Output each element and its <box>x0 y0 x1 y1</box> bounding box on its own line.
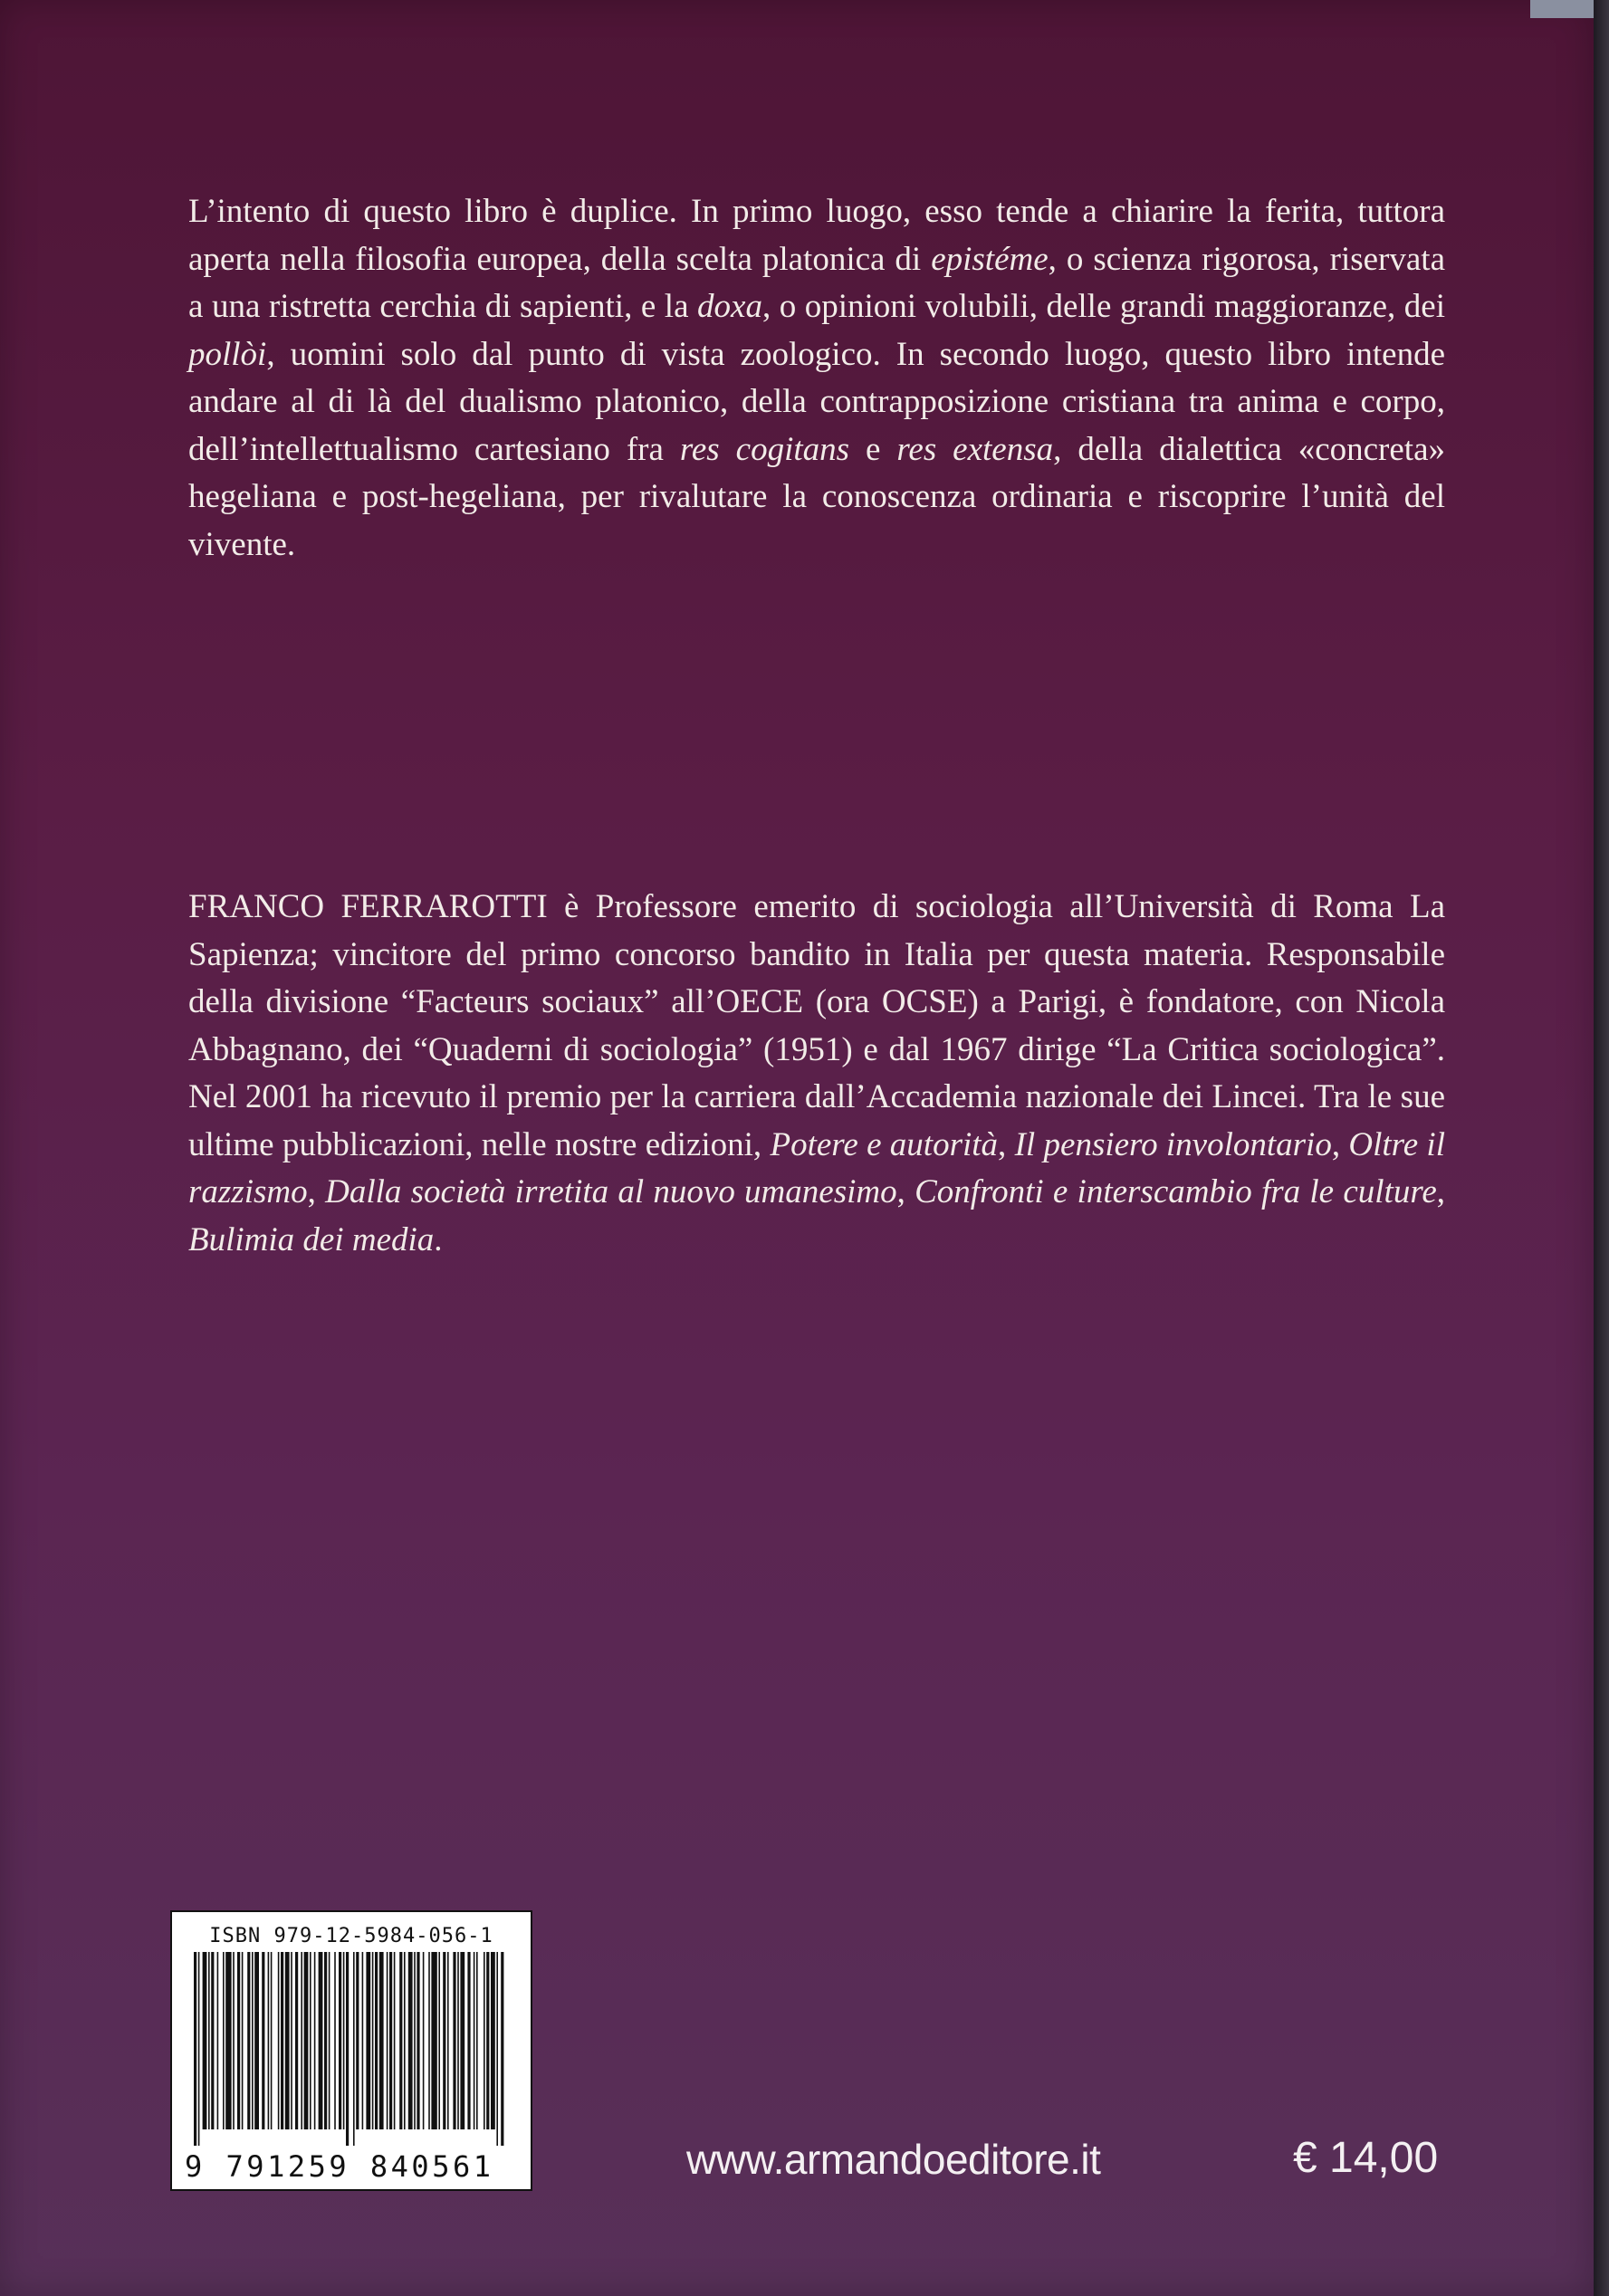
blurb-term-res-cogitans: res cogitans <box>679 430 850 468</box>
blurb-term-res-extensa: res extensa <box>896 430 1054 468</box>
blurb-text: e <box>849 430 897 468</box>
bio-text: FRANCO FERRAROTTI è Professore emerito di sociologia all’Università di Roma La Sapienza; vincitore del primo concorso bandito in Italia per questa materia. Responsabile della divisione “Facteurs sociaux” all’OECE (ora OCSE) a Parigi, è fondatore, con Nicola Abbagnano, dei “Quaderni di sociologia” (1951) e dal 1967 dirige “La Critica sociologica”. Nel 2001 ha ricevuto il premio per la carriera dall’Accademia nazionale dei Lincei. Tra le sue ultime pubblicazioni, nelle nostre edizioni, <box>188 888 1445 1163</box>
bio-title: Potere e autorità <box>770 1125 999 1163</box>
bio-title: Confronti e interscambio fra le culture <box>915 1173 1437 1210</box>
blurb-text: , o scienza rigorosa, riservata a una ristretta cerchia di sapienti, e la <box>188 240 1445 325</box>
barcode-icon <box>190 1952 512 2146</box>
publisher-website: www.armandoeditore.it <box>686 2136 1101 2183</box>
bio-text: , <box>1436 1173 1446 1210</box>
background-strip <box>1530 0 1594 18</box>
bio-title: Bulimia dei media <box>188 1220 435 1258</box>
bio-text: , <box>998 1125 1015 1163</box>
blurb-term-doxa: doxa <box>697 288 762 325</box>
blurb-text: , uomini solo dal punto di vista zoologico. In secondo luogo, questo libro intende andare al di là del dualismo platonico, della contrapposizione cristiana tra anima e corpo, dell’intellettualismo cartesiano fra <box>188 335 1445 468</box>
blurb-text: L’intento di questo libro è duplice. In primo luogo, esso tende a chiarire la ferita, tuttora aperta nella filosofia europea, della scelta platonica di <box>188 193 1445 278</box>
bio-text: , <box>307 1173 326 1210</box>
ean-digits: 9 791259 840561 <box>185 2149 494 2184</box>
blurb-paragraph <box>188 188 1445 569</box>
blurb-term-episteme: epistéme <box>931 240 1049 278</box>
bio-text: , <box>896 1173 915 1210</box>
blurb-term-polloi: pollòi <box>188 335 267 373</box>
isbn-barcode <box>170 1910 532 2191</box>
bio-title: Il pensiero involontario <box>1014 1125 1332 1163</box>
bio-title: Dalla società irretita al nuovo umanesimo <box>325 1173 897 1210</box>
blurb-text: , della dialettica «concreta» hegeliana e post-hegeliana, per rivalutare la conoscenza ordinaria e riscoprire l’unità del vivente. <box>188 430 1445 563</box>
bio-text: , <box>1331 1125 1349 1163</box>
bio-title: Oltre il razzismo <box>188 1125 1445 1210</box>
scan-edge <box>1594 0 1609 2296</box>
bio-text: . <box>434 1220 443 1258</box>
author-bio-paragraph <box>188 884 1445 1264</box>
isbn-label: ISBN 979-12-5984-056-1 <box>209 1925 493 1947</box>
blurb-text: , o opinioni volubili, delle grandi maggioranze, dei <box>761 288 1445 325</box>
price-label: € 14,00 <box>1293 2134 1439 2182</box>
